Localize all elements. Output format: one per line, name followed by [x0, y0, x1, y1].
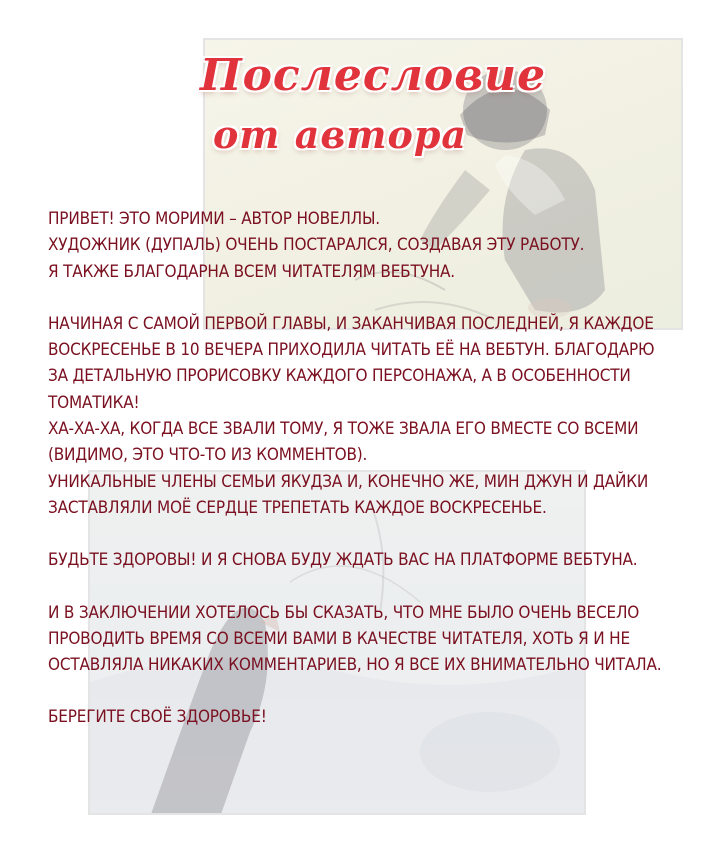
- text-line: УНИКАЛЬНЫЕ ЧЛЕНЫ СЕМЬИ ЯКУДЗА И, КОНЕЧНО ЖЕ, МИН ДЖУН И ДАЙКИ: [48, 471, 649, 492]
- text-line: Я ТАКЖЕ БЛАГОДАРНА ВСЕМ ЧИТАТЕЛЯМ ВЕБТУНА.: [48, 261, 455, 282]
- text-line: ХУДОЖНИК (ДУПАЛЬ) ОЧЕНЬ ПОСТАРАЛСЯ, СОЗДАВАЯ ЭТУ РАБОТУ.: [48, 235, 585, 256]
- afterword-message: [48, 206, 698, 731]
- text-line: БЕРЕГИТЕ СВОЁ ЗДОРОВЬЕ!: [48, 707, 267, 728]
- text-line: БУДЬТЕ ЗДОРОВЫ! И Я СНОВА БУДУ ЖДАТЬ ВАС НА ПЛАТФОРМЕ ВЕБТУНА.: [48, 550, 638, 571]
- text-line: ПРОВОДИТЬ ВРЕМЯ СО ВСЕМИ ВАМИ В КАЧЕСТВЕ ЧИТАТЕЛЯ, ХОТЬ Я И НЕ: [48, 628, 630, 649]
- text-line: НАЧИНАЯ С САМОЙ ПЕРВОЙ ГЛАВЫ, И ЗАКАНЧИВАЯ ПОСЛЕДНЕЙ, Я КАЖДОЕ: [48, 313, 654, 334]
- text-line: ЗАСТАВЛЯЛИ МОЁ СЕРДЦЕ ТРЕПЕТАТЬ КАЖДОЕ ВОСКРЕСЕНЬЕ.: [48, 497, 547, 518]
- text-line: ПРИВЕТ! ЭТО МОРИМИ – АВТОР НОВЕЛЛЫ.: [48, 209, 380, 229]
- text-line: ХА-ХА-ХА, КОГДА ВСЕ ЗВАЛИ ТОМУ, Я ТОЖЕ ЗВАЛА ЕГО ВМЕСТЕ СО ВСЕМИ: [48, 419, 639, 440]
- text-line: ЗА ДЕТАЛЬНУЮ ПРОРИСОВКУ КАЖДОГО ПЕРСОНАЖА, А В ОСОБЕННОСТИ: [48, 366, 631, 387]
- text-line: ОСТАВЛЯЛА НИКАКИХ КОММЕНТАРИЕВ, НО Я ВСЕ ИХ ВНИМАТЕЛЬНО ЧИТАЛА.: [48, 655, 662, 676]
- text-line: (ВИДИМО, ЭТО ЧТО-ТО ИЗ КОММЕНТОВ).: [48, 445, 368, 466]
- afterword-title: Послесловие: [200, 50, 547, 101]
- afterword-subtitle: от автора: [212, 112, 468, 157]
- text-line: ВОСКРЕСЕНЬЕ В 10 ВЕЧЕРА ПРИХОДИЛА ЧИТАТЬ ЕЁ НА ВЕБТУН. БЛАГОДАРЮ: [48, 340, 655, 361]
- text-line: ТОМАТИКА!: [48, 392, 140, 413]
- text-line: И В ЗАКЛЮЧЕНИИ ХОТЕЛОСЬ БЫ СКАЗАТЬ, ЧТО МНЕ БЫЛО ОЧЕНЬ ВЕСЕЛО: [48, 602, 640, 623]
